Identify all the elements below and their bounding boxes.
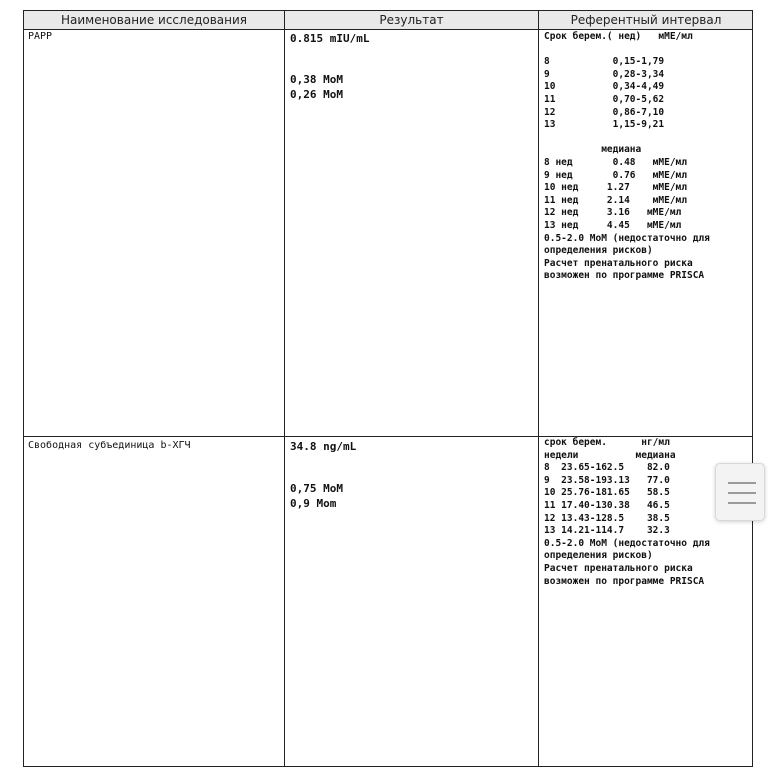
reference-line: 11 0,70-5,62 — [544, 93, 665, 105]
reference-line: 0.5-2.0 MoM (недостаточно для — [544, 537, 710, 549]
row-result-mom: 0,26 MoM — [290, 88, 343, 101]
reference-line: 10 нед 1.27 мМЕ/мл — [544, 182, 687, 194]
reference-line — [544, 132, 749, 145]
reference-line: медиана — [544, 144, 642, 156]
reference-line: определения рисков) — [544, 550, 653, 562]
reference-line: Срок берем.( нед) мМЕ/мл — [544, 31, 693, 42]
reference-line: 10 25.76-181.65 58.5 — [544, 487, 670, 499]
reference-line — [544, 44, 749, 57]
menu-button[interactable] — [715, 463, 765, 521]
reference-line: возможен по программе PRISCA — [544, 270, 705, 282]
reference-line: 8 23.65-162.5 82.0 — [544, 462, 670, 474]
reference-line: 13 14.21-114.7 32.3 — [544, 525, 670, 537]
header-name: Наименование исследования — [60, 13, 248, 27]
reference-line: возможен по программе PRISCA — [544, 575, 705, 587]
results-table — [23, 10, 753, 767]
row-result-value: 34.8 ng/mL — [290, 440, 357, 453]
reference-line: 11 17.40-130.38 46.5 — [544, 499, 670, 511]
reference-line: Расчет пренатального риска — [544, 257, 693, 269]
reference-line: 8 нед 0.48 мМЕ/мл — [544, 156, 687, 168]
reference-line: 9 0,28-3,34 — [544, 68, 665, 80]
reference-line: Расчет пренатального риска — [544, 562, 693, 574]
reference-line: 13 1,15-9,21 — [544, 119, 665, 131]
row-result-value: 0.815 mIU/mL — [290, 32, 370, 45]
reference-line: 9 23.58-193.13 77.0 — [544, 474, 670, 486]
column-divider — [538, 11, 539, 766]
reference-line: 10 0,34-4,49 — [544, 81, 665, 93]
reference-line: недели медиана — [544, 449, 676, 461]
table-header — [24, 11, 752, 30]
row-name-free-bhcg: Свободная субъединица b-ХГЧ — [28, 440, 191, 451]
reference-line: 12 13.43-128.5 38.5 — [544, 512, 670, 524]
header-result: Результат — [379, 13, 444, 27]
header-reference: Референтный интервал — [570, 13, 722, 27]
column-divider — [284, 11, 285, 766]
reference-line: 12 0,86-7,10 — [544, 106, 665, 118]
reference-line: 12 нед 3.16 мМЕ/мл — [544, 207, 682, 219]
reference-line: 8 0,15-1,79 — [544, 56, 665, 68]
row-reference — [544, 31, 749, 283]
reference-line: 0.5-2.0 MoM (недостаточно для — [544, 232, 710, 244]
reference-line: определения рисков) — [544, 245, 653, 257]
reference-line: 11 нед 2.14 мМЕ/мл — [544, 194, 687, 206]
row-result-mom: 0,9 Mom — [290, 497, 337, 510]
reference-line: срок берем. нг/мл — [544, 437, 670, 448]
row-result-mom: 0,38 MoM — [290, 73, 343, 86]
row-result-mom: 0,75 MoM — [290, 482, 343, 495]
row-name-papp: PAPP — [28, 31, 53, 42]
reference-line: 9 нед 0.76 мМЕ/мл — [544, 169, 687, 181]
reference-line: 13 нед 4.45 мМЕ/мл — [544, 219, 682, 231]
